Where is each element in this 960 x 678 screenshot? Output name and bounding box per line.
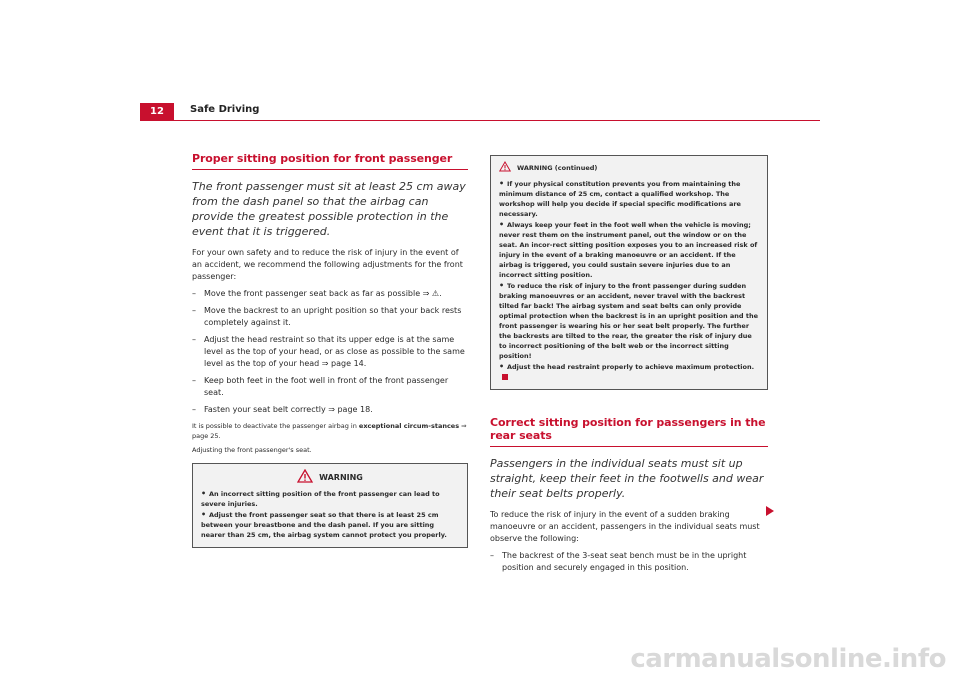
header-rule <box>140 120 820 121</box>
list-item: • An incorrect sitting position of the front passenger can lead to severe injuries. <box>201 489 440 508</box>
list-item: – Move the backrest to an upright position so that your back rests completely against it. <box>192 306 462 327</box>
list-item: • To reduce the risk of injury to the front passenger during sudden braking manoeuvres or an accident, never travel with the backrest tilted far back! The airbag system and seat belts can only provide optimal protection when the backrest is in an upright position and the front passenger is wearing his or her seat belt properly. The further the backrests are tilted to the rear, the greater the risk of injury due to incorrect positioning of the belt web or the incorrect sitting position! <box>499 281 758 360</box>
list-item: – Move the front passenger seat back as far as possible ⇒ ⚠. <box>192 289 442 298</box>
lead-front-passenger: The front passenger must sit at least 25 cm away from the dash panel so that the airbag can provide the greatest possible protection in the event that it is triggered. <box>192 180 466 238</box>
list-item: • If your physical constitution prevents you from maintaining the minimum distance of 25 cm, contact a qualified workshop. The workshop will help you decide if special specific modifications are necessary. <box>499 179 741 218</box>
right-column <box>490 155 768 579</box>
warning-title: WARNING <box>319 472 363 482</box>
watermark: carmanualsonline.info <box>630 644 946 674</box>
list-item: – Fasten your seat belt correctly ⇒ page 18. <box>192 405 373 414</box>
list-item: – Keep both feet in the foot well in front of the front passenger seat. <box>192 376 449 397</box>
running-header: Safe Driving <box>190 104 260 115</box>
section-title-rear-seats: Correct sitting position for passengers in the rear seats <box>490 416 768 447</box>
rear-seats-section <box>490 416 768 574</box>
list-item: – The backrest of the 3-seat seat bench must be in the upright position and securely engaged in this position. <box>490 551 747 572</box>
lead-rear-seats: Passengers in the individual seats must sit up straight, keep their feet in the footwells and wear their seat belts properly. <box>490 457 764 500</box>
note-deactivate-airbag: It is possible to deactivate the passenger airbag in exceptional circum-stances ⇒ page 25. <box>192 422 467 440</box>
intro-front-passenger: For your own safety and to reduce the risk of injury in the event of an accident, we recommend the following adjustments for the front passenger: <box>192 248 463 281</box>
continue-arrow-icon <box>766 506 774 516</box>
warning-list <box>201 489 459 540</box>
warning-triangle-icon <box>297 469 313 485</box>
warning-box <box>192 463 468 548</box>
warning-box-continued <box>490 155 768 390</box>
left-column <box>192 152 468 548</box>
list-item: • Always keep your feet in the foot well when the vehicle is moving; never rest them on the instrument panel, out the window or on the seat. An incor-rect sitting position exposes you to an increased risk of injury in the event of a braking manoeuvre or an accident. If the airbag is triggered, you could sustain severe injuries due to an incorrect sitting position. <box>499 220 758 279</box>
warning-triangle-icon <box>499 161 511 174</box>
warning-title-continued: WARNING (continued) <box>517 163 598 172</box>
page-number: 12 <box>140 103 174 120</box>
intro-rear-seats: To reduce the risk of injury in the event of a sudden braking manoeuvre or an accident, passengers in the individual seats must observe the following: <box>490 510 760 543</box>
note-adjusting-seat: Adjusting the front passenger's seat. <box>192 446 312 454</box>
list-item: • Adjust the front passenger seat so that there is at least 25 cm between your breastbone and the dash panel. If you are sitting nearer than 25 cm, the airbag system cannot protect you properly. <box>201 510 447 539</box>
steps-list-rear <box>490 550 768 574</box>
warning-list-continued <box>499 179 759 382</box>
end-mark-icon <box>502 374 508 380</box>
list-item: – Adjust the head restraint so that its upper edge is at the same level as the top of your head, or as close as possible to the same level as the top of your head ⇒ page 14. <box>192 335 465 368</box>
warning-header-continued <box>499 161 759 174</box>
section-title-front-passenger: Proper sitting position for front passenger <box>192 152 468 170</box>
warning-header <box>201 469 459 485</box>
steps-list-front <box>192 288 468 416</box>
list-item: • Adjust the head restraint properly to achieve maximum protection. <box>499 362 759 382</box>
